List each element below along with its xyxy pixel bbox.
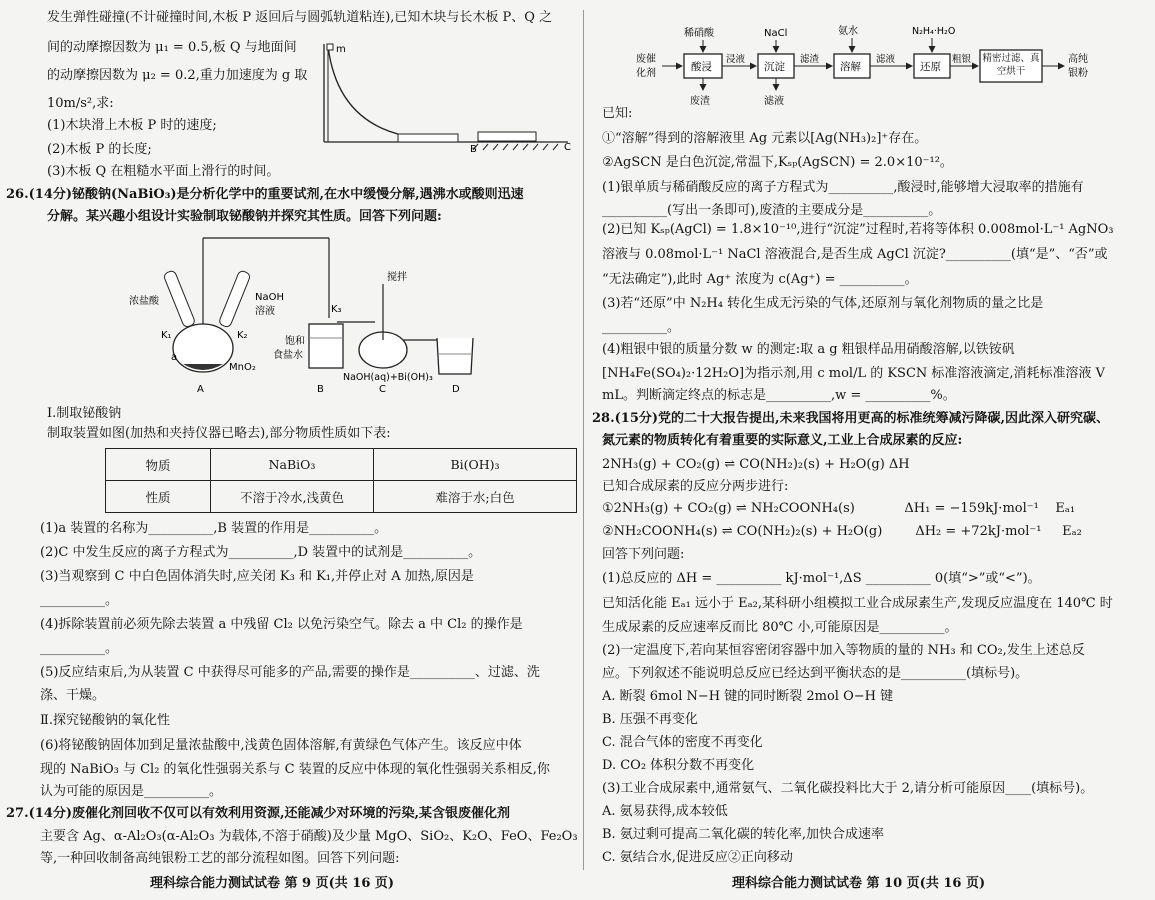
table-cell: 不溶于冷水,浅黄色	[211, 481, 374, 513]
section-heading: Ⅱ.探究铋酸钠的氧化性	[40, 713, 170, 728]
k2-label: K₂	[237, 330, 248, 341]
text-line: (5)反应结束后,为从装置 C 中获得尽可能多的产品,需要的操作是__________、过滤、洗	[40, 665, 540, 680]
text-line: 溶液与 0.08mol·L⁻¹ NaCl 溶液混合,是否生成 AgCl 沉淀?__________(填“是”、“否”或	[602, 247, 1108, 262]
mass-label: m	[336, 44, 346, 55]
flow-box-precipitate: 沉淀	[764, 61, 785, 73]
property-table	[105, 448, 577, 513]
text-line: 氮元素的物质转化有着重要的实际意义,工业上合成尿素的反应:	[602, 433, 963, 448]
column-divider	[583, 10, 584, 870]
text-line: ①“溶解”得到的溶解液里 Ag 元素以[Ag(NH₃)₂]⁺存在。	[602, 131, 928, 146]
page-footer: 理科综合能力测试试卷 第 10 页(共 16 页)	[732, 876, 986, 891]
text-line: (3)工业合成尿素中,通常氨气、二氧化碳投料比大于 2,请分析可能原因____(填标号)。	[602, 781, 1094, 796]
end-label-2: 银粉	[1068, 68, 1088, 79]
text-line: 已知活化能 Eₐ₁ 远小于 Eₐ₂,某科研小组模拟工业合成尿素生产,发现反应温度在 140℃ 时	[602, 596, 1113, 611]
text-line: (3)当观察到 C 中白色固体消失时,应关闭 K₃ 和 K₁,并停止对 A 加热,原因是	[40, 569, 474, 584]
start-label-2: 化剂	[636, 68, 656, 79]
table-cell: 难溶于水;白色	[374, 481, 577, 513]
reagent-nitric: 稀硝酸	[684, 28, 714, 39]
option-line: B. 压强不再变化	[602, 712, 698, 727]
text-line: 涤、干燥。	[40, 688, 106, 703]
track-diagram	[318, 38, 580, 154]
option-line: B. 氨过剩可提高二氧化碳的转化率,加快合成速率	[602, 827, 884, 842]
a-vessel-label: A	[197, 384, 204, 395]
process-flowchart	[632, 20, 1122, 108]
text-line: 应。下列叙述不能说明总反应已经达到平衡状态的是__________(填标号)。	[602, 666, 1029, 681]
table-row	[106, 449, 577, 481]
text-line: (1)总反应的 ΔH = __________ kJ·mol⁻¹,ΔS __________ 0(填“>”或“<”)。	[602, 571, 1041, 586]
start-label-1: 废催	[636, 54, 656, 65]
reagent-nacl: NaCl	[764, 28, 788, 39]
text-line: (2)C 中发生反应的离子方程式为__________,D 装置中的试剂是__________。	[40, 545, 482, 560]
solution-label: 溶液	[255, 306, 275, 317]
apparatus-diagram	[125, 228, 485, 400]
text-line: 间的动摩擦因数为 μ₁ = 0.5,板 Q 与地面间	[47, 40, 297, 55]
text-line: (2)已知 Kₛₚ(AgCl) = 1.8×10⁻¹⁰,进行“沉淀”过程时,若将等体积 0.008mol·L⁻¹ AgNO₃	[602, 222, 1114, 237]
text-line: “无法确定”),此时 Ag⁺ 浓度为 c(Ag⁺) = __________。	[602, 272, 918, 287]
k3-label: K₃	[331, 304, 342, 315]
point-b-label: B	[470, 144, 477, 154]
reagent-hydrazine: N₂H₄·H₂O	[912, 26, 956, 37]
text-line: mL。判断滴定终点的标志是__________,w = __________%。	[602, 388, 956, 403]
end-label-1: 高纯	[1068, 54, 1088, 65]
page-footer: 理科综合能力测试试卷 第 9 页(共 16 页)	[150, 876, 395, 891]
text-line: __________(写出一条即可),废渣的主要成分是__________。	[602, 203, 942, 218]
question-28-heading: 28.(15分)党的二十大报告提出,未来我国将用更高的标准统筹减污降碳,因此深入研究碳、	[592, 411, 1110, 426]
text-line: [NH₄Fe(SO₄)₂·12H₂O]为指示剂,用 c mol/L 的 KSCN 标准溶液滴定,消耗标准溶液 V	[602, 366, 1106, 381]
text-line: __________。	[40, 593, 119, 608]
arrow-crude-silver: 粗银	[952, 54, 972, 65]
flow-box-dissolve: 溶解	[840, 61, 861, 73]
right-page	[592, 0, 1155, 900]
text-line: (6)将铋酸钠固体加到足量浓盐酸中,浅黄色固体溶解,有黄绿色气体产生。该反应中体	[40, 738, 522, 753]
table-cell: 性质	[106, 481, 211, 513]
text-line: __________。	[602, 320, 681, 335]
text-line: 主要含 Ag、α-Al₂O₃(α-Al₂O₃ 为载体,不溶于硝酸)及少量 MgO、SiO₂、K₂O、FeO、Fe₂O₃	[40, 829, 578, 844]
text-line: 现的 NaBiO₃ 与 Cl₂ 的氧化性强弱关系与 C 装置的反应中体现的氧化性强弱关系相反,你	[40, 762, 550, 777]
text-line: 10m/s²,求:	[47, 96, 114, 111]
equation-line: ①2NH₃(g) + CO₂(g) ⇌ NH₂COONH₄(s) ΔH₁ = −159kJ·mol⁻¹ Eₐ₁	[602, 501, 1076, 516]
d-vessel-label: D	[452, 384, 460, 395]
waste-residue: 废渣	[690, 96, 710, 107]
b-vessel-label: B	[317, 384, 324, 395]
text-line: 发生弹性碰撞(不计碰撞时间,木板 P 返回后与圆弧轨道粘连),已知木块与长木板 P、Q 之	[47, 10, 553, 25]
table-row	[106, 481, 577, 513]
text-line: (3)若“还原”中 N₂H₄ 转化生成无污染的气体,还原剂与氧化剂物质的量之比是	[602, 296, 1044, 311]
stir-label: 搅拌	[387, 272, 407, 283]
text-line: (1)银单质与稀硝酸反应的离子方程式为__________,酸浸时,能够增大浸取率的措施有	[602, 180, 1084, 195]
text-line: 的动摩擦因数为 μ₂ = 0.2,重力加速度为 g 取	[47, 68, 308, 83]
point-c-label: C	[564, 142, 571, 153]
text-line: 等,一种回收制备高纯银粉工艺的部分流程如图。回答下列问题:	[40, 851, 400, 866]
text-line: 认为可能的原因是__________。	[40, 784, 223, 799]
conc-hcl-label: 浓盐酸	[129, 296, 159, 307]
text-line: (4)粗银中银的质量分数 w 的测定:取 a g 粗银样品用硝酸溶解,以铁铵矾	[602, 342, 1015, 357]
question-27-heading: 27.(14分)废催化剂回收不仅可以有效利用资源,还能减少对环境的污染,某含银废催化剂	[6, 806, 511, 821]
reagent-ammonia: 氨水	[838, 26, 858, 37]
brine-label: 食盐水	[273, 350, 303, 361]
mno2-label: MnO₂	[229, 362, 256, 373]
naoh-label: NaOH	[255, 292, 284, 303]
equation-line: ②NH₂COONH₄(s) ⇌ CO(NH₂)₂(s) + H₂O(g) ΔH₂ = +72kJ·mol⁻¹ Eₐ₂	[602, 524, 1082, 539]
section-heading: Ⅰ.制取铋酸钠	[47, 406, 122, 421]
text-line: (2)木板 P 的长度;	[47, 142, 152, 157]
text-line: (1)木块滑上木板 P 时的速度;	[47, 118, 217, 133]
option-line: A. 断裂 6mol N−H 键的同时断裂 2mol O−H 键	[602, 689, 894, 704]
text-line: (3)木板 Q 在粗糙水平面上滑行的时间。	[47, 164, 280, 179]
option-line: C. 氨结合水,促进反应②正向移动	[602, 850, 793, 865]
flow-box-reduce: 还原	[920, 61, 941, 73]
text-line: (1)a 装置的名称为__________,B 装置的作用是__________。	[40, 521, 388, 536]
arrow-leachate: 浸液	[726, 54, 746, 65]
text-line: 分解。某兴趣小组设计实验制取铋酸钠并探究其性质。回答下列问题:	[47, 209, 442, 224]
equation-line: 2NH₃(g) + CO₂(g) ⇌ CO(NH₂)₂(s) + H₂O(g) ΔH	[602, 457, 910, 472]
table-cell: 物质	[106, 449, 211, 481]
a-label: a	[171, 352, 178, 363]
flow-box-acid-leach: 酸浸	[691, 61, 712, 73]
text-line: 已知合成尿素的反应分两步进行:	[602, 479, 789, 494]
text-line: 制取装置如图(加热和夹持仪器已略去),部分物质性质如下表:	[47, 426, 391, 441]
option-line: C. 混合气体的密度不再变化	[602, 735, 763, 750]
text-line: 回答下列问题:	[602, 547, 685, 562]
c-contents-label: NaOH(aq)+Bi(OH)₃	[343, 372, 433, 383]
arrow-filtrate: 滤液	[876, 54, 896, 65]
arrow-residue: 滤渣	[800, 54, 820, 65]
c-vessel-label: C	[379, 384, 386, 395]
flow-box-filter-dry: 精密过滤、真空烘干	[982, 53, 1040, 77]
table-cell: Bi(OH)₃	[374, 449, 577, 481]
question-26-heading: 26.(14分)铋酸钠(NaBiO₃)是分析化学中的重要试剂,在水中缓慢分解,遇沸水或酸则迅速	[6, 187, 524, 202]
text-line: (2)一定温度下,若向某恒容密闭容器中加入等物质的量的 NH₃ 和 CO₂,发生上述总反	[602, 643, 1085, 658]
text-line: 生成尿素的反应速率反而比 80℃ 小,可能原因是__________。	[602, 620, 958, 635]
k1-label: K₁	[161, 330, 172, 341]
text-line: ②AgSCN 是白色沉淀,常温下,Kₛₚ(AgSCN) = 2.0×10⁻¹²。	[602, 155, 953, 170]
saturated-label: 饱和	[285, 336, 305, 347]
option-line: A. 氨易获得,成本较低	[602, 804, 728, 819]
waste-filtrate: 滤液	[764, 96, 784, 107]
table-cell: NaBiO₃	[211, 449, 374, 481]
text-line: __________。	[40, 641, 119, 656]
option-line: D. CO₂ 体积分数不再变化	[602, 758, 755, 773]
text-line: 已知:	[602, 106, 633, 121]
text-line: (4)拆除装置前必须先除去装置 a 中残留 Cl₂ 以免污染空气。除去 a 中 Cl₂ 的操作是	[40, 617, 523, 632]
